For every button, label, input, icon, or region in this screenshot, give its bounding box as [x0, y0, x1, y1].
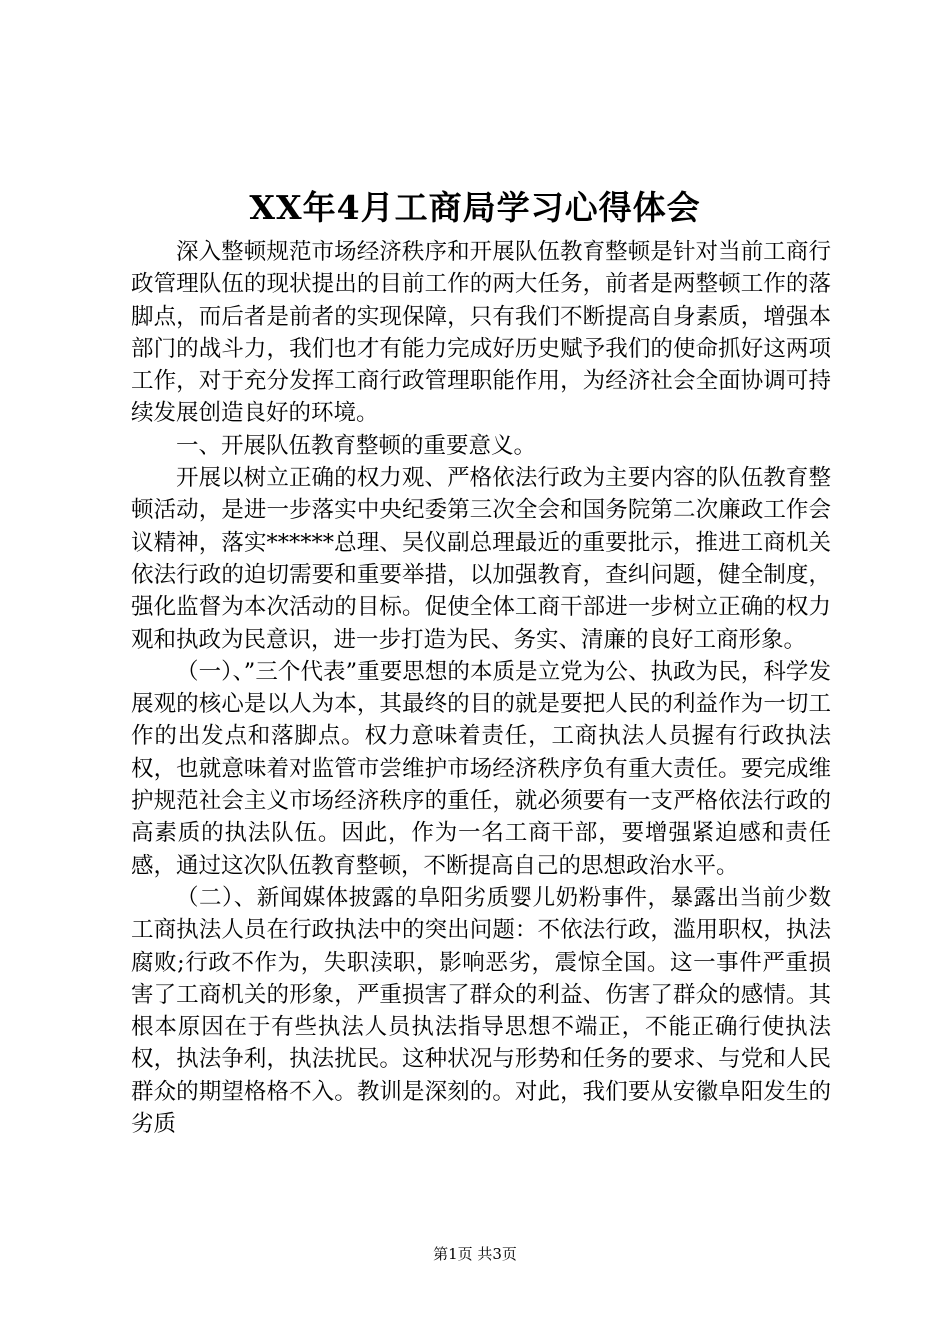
section-heading-1: 一、开展队伍教育整顿的重要意义。: [176, 432, 537, 459]
document-body: [131, 236, 831, 1140]
document-title: XX年4月工商局学习心得体会: [249, 188, 701, 227]
paragraph-section-1: 开展以树立正确的权力观、严格依法行政为主要内容的队伍教育整顿活动，是进一步落实中央纪委第三次全会和国务院第二次廉政工作会议精神，落实******总理、吴仪副总理最近的重要批示，推进工商机关依法行政的迫切需要和重要举措，以加强教育，查纠问题，健全制度，强化监督为本次活动的目标。促使全体工商干部进一步树立正确的权力观和执政为民意识，进一步打造为民、务实、清廉的良好工商形象。: [131, 465, 831, 653]
paragraph-intro: 深入整顿规范市场经济秩序和开展队伍教育整顿是针对当前工商行政管理队伍的现状提出的目前工作的两大任务，前者是两整顿工作的落脚点，而后者是前者的实现保障，只有我们不断提高自身素质，增强本部门的战斗力，我们也才有能力完成好历史赋予我们的使命抓好这两项工作，对于充分发挥工商行政管理职能作用，为经济社会全面协调可持续发展创造良好的环境。: [131, 239, 831, 427]
paragraph-subsection-2: （二）、新闻媒体披露的阜阳劣质婴儿奶粉事件，暴露出当前少数工商执法人员在行政执法中的突出问题：不依法行政，滥用职权，执法腐败;行政不作为，失职渎职，影响恶劣，震惊全国。这一事件严重损害了工商机关的形象，严重损害了群众的利益、伤害了群众的感情。其根本原因在于有些执法人员执法指导思想不端正，不能正确行使执法权，执法争利，执法扰民。这种状况与形势和任务的要求、与党和人民群众的期望格格不入。教训是深刻的。对此，我们要从安徽阜阳发生的劣质: [131, 884, 831, 1138]
page-number-footer: 第1页 共3页: [433, 1245, 517, 1263]
paragraph-subsection-1: （一）、”三个代表”重要思想的本质是立党为公、执政为民，科学发展观的核心是以人为本，其最终的目的就是要把人民的利益作为一切工作的出发点和落脚点。权力意味着责任，工商执法人员握有行政执法权，也就意味着对监管市尝维护市场经济秩序负有重大责任。要完成维护规范社会主义市场经济秩序的重任，就必须要有一支严格依法行政的高素质的执法队伍。因此，作为一名工商干部，要增强紧迫感和责任感，通过这次队伍教育整顿，不断提高自己的思想政治水平。: [131, 658, 831, 879]
